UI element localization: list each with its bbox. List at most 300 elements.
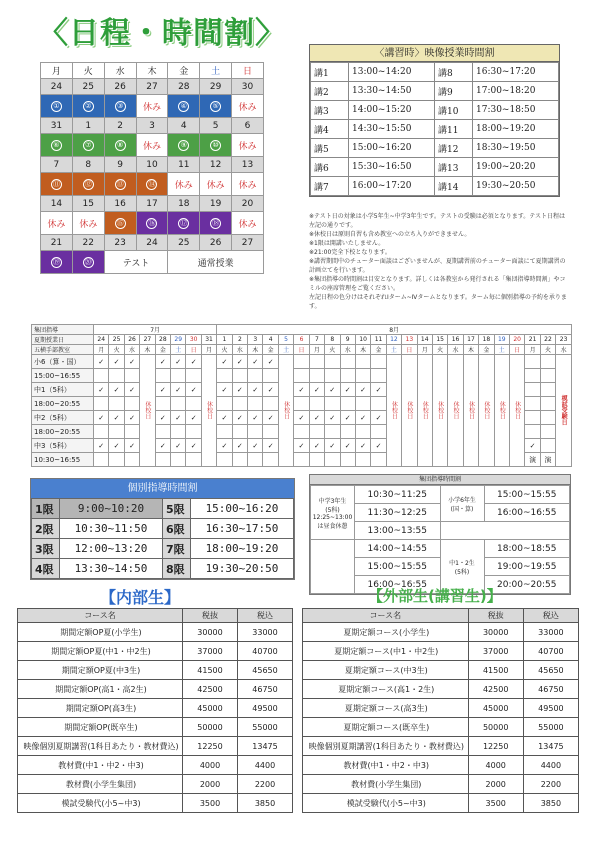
schedule-cell bbox=[525, 369, 540, 383]
rest-label: 休み bbox=[238, 180, 257, 191]
schedule-weekday: 水 bbox=[232, 345, 247, 355]
schedule-cell bbox=[171, 369, 186, 383]
session-number: テスト bbox=[122, 258, 150, 269]
group-time: 16:00~16:55 bbox=[355, 576, 441, 594]
calendar-date: 31 bbox=[41, 118, 73, 134]
course-name: 期間定額OP(高1・高2生) bbox=[18, 680, 183, 699]
closed-day bbox=[479, 355, 494, 467]
calendar-cell bbox=[104, 95, 136, 118]
calendar-cell bbox=[72, 251, 104, 274]
course-name: 教材費(中1・中2・中3) bbox=[303, 756, 469, 775]
period-label: 8限 bbox=[163, 559, 191, 579]
schedule-date: 19 bbox=[494, 335, 509, 345]
schedule-date: 21 bbox=[525, 335, 540, 345]
weekday-header: 木 bbox=[136, 63, 168, 79]
price-incl-tax: 49500 bbox=[238, 699, 293, 718]
lecture-label: 講3 bbox=[311, 101, 349, 120]
schedule-cell: ✓ bbox=[171, 383, 186, 397]
special-mark: 演 bbox=[529, 455, 537, 464]
closed-day bbox=[386, 355, 401, 467]
schedule-weekday: 日 bbox=[402, 345, 417, 355]
period-time: 16:30~17:50 bbox=[191, 519, 294, 539]
course-name: 模試受験代(小5~中3) bbox=[18, 794, 183, 813]
lecture-label: 講7 bbox=[311, 177, 349, 196]
calendar-cell bbox=[41, 251, 73, 274]
group-time: 15:00~15:55 bbox=[484, 486, 570, 504]
closed-day bbox=[432, 355, 447, 467]
weekday-header: 水 bbox=[104, 63, 136, 79]
schedule-cell bbox=[263, 397, 278, 411]
closed-day-label: 休校日 bbox=[405, 400, 413, 419]
schedule-cell bbox=[525, 355, 540, 369]
course-name: 教材費(小学生集団) bbox=[303, 775, 469, 794]
schedule-cell bbox=[371, 355, 386, 369]
schedule-date: 7 bbox=[309, 335, 324, 345]
closed-day bbox=[494, 355, 509, 467]
schedule-weekday: 火 bbox=[540, 345, 555, 355]
price-incl-tax: 40700 bbox=[523, 642, 578, 661]
schedule-date: 30 bbox=[186, 335, 201, 345]
schedule-date: 16 bbox=[448, 335, 463, 345]
lecture-label: 講12 bbox=[435, 139, 473, 158]
outer-price-table bbox=[302, 608, 579, 813]
price-excl-tax: 4000 bbox=[183, 756, 238, 775]
schedule-cell: ✓ bbox=[109, 411, 124, 425]
schedule-cell bbox=[217, 369, 232, 383]
schedule-cell bbox=[355, 369, 370, 383]
schedule-cell: ✓ bbox=[263, 411, 278, 425]
schedule-cell bbox=[540, 425, 555, 439]
price-column-header: コース名 bbox=[303, 609, 469, 623]
calendar-cell bbox=[200, 134, 232, 157]
course-name: 期間定額OP夏(中1・中2生) bbox=[18, 642, 183, 661]
session-number: ⑨ bbox=[178, 140, 189, 151]
schedule-row-time: 15:00~16:55 bbox=[32, 369, 94, 383]
lecture-time: 14:30~15:50 bbox=[349, 120, 435, 139]
schedule-cell bbox=[371, 453, 386, 467]
session-number: ⑪ bbox=[52, 179, 60, 188]
group-time: 18:00~18:55 bbox=[484, 540, 570, 558]
session-number: ⑳ bbox=[84, 257, 92, 266]
schedule-cell bbox=[232, 425, 247, 439]
schedule-date: 25 bbox=[109, 335, 124, 345]
group-label-j3 bbox=[311, 486, 355, 540]
note-line: 左記日程の色分けはそれぞれⅠターム~Ⅳタームとなります。ターム毎に個別指導の予約を承ります。 bbox=[309, 294, 567, 310]
schedule-cell: ✓ bbox=[263, 355, 278, 369]
schedule-cell bbox=[340, 453, 355, 467]
calendar-cell bbox=[200, 212, 232, 235]
calendar-cell bbox=[72, 173, 104, 196]
schedule-cell bbox=[525, 425, 540, 439]
calendar-cell bbox=[136, 212, 168, 235]
weekday-header: 土 bbox=[200, 63, 232, 79]
schedule-weekday: 木 bbox=[140, 345, 155, 355]
schedule-cell bbox=[186, 397, 201, 411]
schedule-row-label: 中3（5科） bbox=[32, 439, 94, 453]
course-name: 期間定額OP夏(中3生) bbox=[18, 661, 183, 680]
inner-price-table bbox=[17, 608, 293, 813]
schedule-weekday: 土 bbox=[278, 345, 293, 355]
schedule-cell: ✓ bbox=[94, 411, 109, 425]
price-incl-tax: 46750 bbox=[238, 680, 293, 699]
course-name: 夏期定額コース(高1・2生) bbox=[303, 680, 469, 699]
schedule-cell: ✓ bbox=[340, 411, 355, 425]
calendar-date: 24 bbox=[41, 79, 73, 95]
lecture-label: 講13 bbox=[435, 158, 473, 177]
schedule-cell bbox=[540, 397, 555, 411]
schedule-date: 31 bbox=[201, 335, 216, 345]
note-line: ※休校日は原則自習も含め教室への立ち入りができません。 bbox=[309, 231, 471, 238]
schedule-date: 23 bbox=[556, 335, 572, 345]
price-incl-tax: 13475 bbox=[523, 737, 578, 756]
note-line: ※テスト日の対象は小学5年生~中学3年生です。テストの受験は必須となります。テスト日程は左記の通りです。 bbox=[309, 213, 566, 229]
schedule-cell: ✓ bbox=[171, 439, 186, 453]
price-excl-tax: 4000 bbox=[468, 756, 523, 775]
weekday-header: 金 bbox=[168, 63, 200, 79]
mock-exam-day bbox=[556, 355, 572, 467]
weekday-header: 日 bbox=[232, 63, 264, 79]
schedule-cell: ✓ bbox=[217, 355, 232, 369]
schedule-cell bbox=[371, 397, 386, 411]
schedule-weekday: 金 bbox=[155, 345, 170, 355]
calendar bbox=[40, 62, 264, 274]
schedule-cell bbox=[309, 425, 324, 439]
schedule-cell: ✓ bbox=[340, 383, 355, 397]
calendar-date: 17 bbox=[136, 196, 168, 212]
schedule-row-label: 中1（5科） bbox=[32, 383, 94, 397]
schedule-cell: ✓ bbox=[248, 383, 263, 397]
calendar-date: 27 bbox=[136, 79, 168, 95]
schedule-date: 15 bbox=[432, 335, 447, 345]
schedule-cell: ✓ bbox=[248, 355, 263, 369]
schedule-cell bbox=[325, 425, 340, 439]
schedule-cell bbox=[525, 397, 540, 411]
schedule-cell bbox=[325, 369, 340, 383]
calendar-cell bbox=[232, 173, 264, 196]
course-name: 教材費(小学生集団) bbox=[18, 775, 183, 794]
price-incl-tax: 55000 bbox=[238, 718, 293, 737]
price-incl-tax: 3850 bbox=[238, 794, 293, 813]
schedule-cell: ✓ bbox=[294, 411, 309, 425]
individual-period-table bbox=[30, 478, 295, 580]
period-time: 10:30~11:50 bbox=[60, 519, 163, 539]
lecture-time: 19:00~20:20 bbox=[473, 158, 559, 177]
schedule-date: 6 bbox=[294, 335, 309, 345]
price-excl-tax: 42500 bbox=[468, 680, 523, 699]
course-name: 夏期定額コース(中1・中2生) bbox=[303, 642, 469, 661]
schedule-weekday: 金 bbox=[263, 345, 278, 355]
calendar-date: 16 bbox=[104, 196, 136, 212]
price-excl-tax: 41500 bbox=[468, 661, 523, 680]
group-time: 20:00~20:55 bbox=[484, 576, 570, 594]
schedule-week-label: 五横手部教室 bbox=[32, 345, 94, 355]
price-incl-tax: 45650 bbox=[238, 661, 293, 680]
price-excl-tax: 30000 bbox=[183, 623, 238, 642]
course-name: 夏期定額コース(高3生) bbox=[303, 699, 469, 718]
schedule-cell bbox=[109, 425, 124, 439]
schedule-cell bbox=[248, 369, 263, 383]
session-number: 通常授業 bbox=[197, 258, 234, 269]
mock-exam-label: 模試受験日 bbox=[560, 394, 568, 425]
weekday-header: 火 bbox=[72, 63, 104, 79]
schedule-cell bbox=[109, 369, 124, 383]
price-column-header: 税抜 bbox=[468, 609, 523, 623]
group-time: 13:00~13:55 bbox=[355, 522, 441, 540]
period-label: 7限 bbox=[163, 539, 191, 559]
lecture-timetable-title: 〈講習時〉映像授業時間割 bbox=[310, 45, 559, 62]
session-number: ⑱ bbox=[212, 218, 220, 227]
schedule-cell bbox=[232, 369, 247, 383]
price-column-header: 税抜 bbox=[183, 609, 238, 623]
schedule-cell: ✓ bbox=[109, 355, 124, 369]
price-excl-tax: 3500 bbox=[183, 794, 238, 813]
schedule-cell: ✓ bbox=[309, 383, 324, 397]
calendar-date: 14 bbox=[41, 196, 73, 212]
schedule-cell bbox=[355, 355, 370, 369]
price-excl-tax: 3500 bbox=[468, 794, 523, 813]
calendar-cell bbox=[232, 134, 264, 157]
schedule-cell: ✓ bbox=[325, 411, 340, 425]
closed-day bbox=[417, 355, 432, 467]
group-label-e6-sub: (国・算) bbox=[450, 505, 474, 513]
calendar-date: 15 bbox=[72, 196, 104, 212]
schedule-weekday: 水 bbox=[124, 345, 139, 355]
schedule-date: 14 bbox=[417, 335, 432, 345]
schedule-date: 24 bbox=[94, 335, 109, 345]
schedule-cell: ✓ bbox=[94, 355, 109, 369]
closed-day-label: 休校日 bbox=[436, 400, 444, 419]
course-name: 期間定額OP夏(小学生) bbox=[18, 623, 183, 642]
price-incl-tax: 4400 bbox=[238, 756, 293, 775]
schedule-date: 18 bbox=[479, 335, 494, 345]
calendar-cell bbox=[41, 95, 73, 118]
session-number: ③ bbox=[115, 101, 126, 112]
schedule-cell: ✓ bbox=[155, 411, 170, 425]
schedule-cell bbox=[309, 397, 324, 411]
schedule-cell bbox=[309, 355, 324, 369]
session-number: ⑥ bbox=[51, 140, 62, 151]
calendar-cell bbox=[104, 134, 136, 157]
schedule-cell: ✓ bbox=[371, 439, 386, 453]
period-label: 3限 bbox=[32, 539, 60, 559]
lecture-label: 講9 bbox=[435, 82, 473, 101]
schedule-date: 10 bbox=[355, 335, 370, 345]
calendar-cell bbox=[72, 134, 104, 157]
group-label-j12-name: 中1・2生 bbox=[449, 559, 475, 567]
schedule-cell: ✓ bbox=[371, 383, 386, 397]
schedule-cell bbox=[340, 369, 355, 383]
price-incl-tax: 45650 bbox=[523, 661, 578, 680]
price-incl-tax: 33000 bbox=[238, 623, 293, 642]
schedule-cell bbox=[186, 369, 201, 383]
schedule-cell bbox=[263, 453, 278, 467]
schedule-date: 5 bbox=[278, 335, 293, 345]
closed-day-label: 休校日 bbox=[143, 400, 151, 419]
schedule-weekday: 土 bbox=[171, 345, 186, 355]
group-time: 10:30~11:25 bbox=[355, 486, 441, 504]
calendar-date: 21 bbox=[41, 235, 73, 251]
rest-label: 休み bbox=[142, 141, 161, 152]
schedule-cell: ✓ bbox=[217, 411, 232, 425]
calendar-date: 23 bbox=[104, 235, 136, 251]
rest-label: 休み bbox=[238, 102, 257, 113]
schedule-cell bbox=[155, 453, 170, 467]
calendar-cell bbox=[136, 134, 168, 157]
session-number: ⑮ bbox=[116, 218, 124, 227]
schedule-cell bbox=[109, 397, 124, 411]
schedule-cell: ✓ bbox=[186, 355, 201, 369]
price-excl-tax: 42500 bbox=[183, 680, 238, 699]
schedule-cell bbox=[155, 397, 170, 411]
course-name: 期間定額OP(高3生) bbox=[18, 699, 183, 718]
price-column-header: 税込 bbox=[238, 609, 293, 623]
rest-label: 休み bbox=[206, 180, 225, 191]
schedule-month-july: 7月 bbox=[94, 325, 217, 335]
schedule-cell: ✓ bbox=[309, 411, 324, 425]
schedule-cell bbox=[248, 425, 263, 439]
schedule-cell bbox=[294, 453, 309, 467]
period-time: 12:00~13:20 bbox=[60, 539, 163, 559]
calendar-date: 18 bbox=[168, 196, 200, 212]
schedule-cell bbox=[540, 453, 555, 467]
schedule-cell bbox=[94, 369, 109, 383]
session-number: ⑦ bbox=[83, 140, 94, 151]
schedule-cell: ✓ bbox=[263, 383, 278, 397]
session-number: ⑬ bbox=[116, 179, 124, 188]
lecture-time: 13:00~14:20 bbox=[349, 63, 435, 82]
schedule-cell bbox=[540, 439, 555, 453]
schedule-cell bbox=[124, 397, 139, 411]
calendar-date: 1 bbox=[72, 118, 104, 134]
schedule-cell bbox=[94, 425, 109, 439]
group-time: 14:00~14:55 bbox=[355, 540, 441, 558]
lecture-label: 講6 bbox=[311, 158, 349, 177]
price-incl-tax: 49500 bbox=[523, 699, 578, 718]
calendar-cell bbox=[168, 212, 200, 235]
page-title: 〈日程・時間割〉 bbox=[38, 16, 286, 51]
calendar-date: 25 bbox=[72, 79, 104, 95]
schedule-row-time: 10:30~16:55 bbox=[32, 453, 94, 467]
schedule-cell bbox=[248, 453, 263, 467]
schedule-weekday: 月 bbox=[309, 345, 324, 355]
price-incl-tax: 46750 bbox=[523, 680, 578, 699]
closed-day-label: 休校日 bbox=[421, 400, 429, 419]
schedule-date: 28 bbox=[155, 335, 170, 345]
calendar-date: 27 bbox=[232, 235, 264, 251]
calendar-cell bbox=[200, 173, 232, 196]
schedule-weekday: 火 bbox=[325, 345, 340, 355]
calendar-cell bbox=[168, 173, 200, 196]
closed-day-label: 休校日 bbox=[467, 400, 475, 419]
schedule-weekday: 木 bbox=[463, 345, 478, 355]
schedule-date: 22 bbox=[540, 335, 555, 345]
schedule-cell bbox=[186, 425, 201, 439]
closed-day-label: 休校日 bbox=[482, 400, 490, 419]
schedule-cell bbox=[325, 397, 340, 411]
price-incl-tax: 3850 bbox=[523, 794, 578, 813]
schedule-cell bbox=[294, 355, 309, 369]
schedule-cell bbox=[355, 453, 370, 467]
schedule-weekday: 木 bbox=[248, 345, 263, 355]
schedule-cell: ✓ bbox=[186, 383, 201, 397]
schedule-cell bbox=[94, 397, 109, 411]
lecture-timetable bbox=[309, 44, 560, 197]
schedule-cell bbox=[155, 369, 170, 383]
schedule-cell: ✓ bbox=[155, 439, 170, 453]
group-time: 19:00~19:55 bbox=[484, 558, 570, 576]
period-time: 18:00~19:20 bbox=[191, 539, 294, 559]
note-line: ※1限は開講いたしません。 bbox=[309, 240, 385, 247]
period-time: 19:30~20:50 bbox=[191, 559, 294, 579]
calendar-date: 20 bbox=[232, 196, 264, 212]
calendar-date: 26 bbox=[104, 79, 136, 95]
schedule-cell bbox=[340, 425, 355, 439]
calendar-date: 24 bbox=[136, 235, 168, 251]
lecture-label: 講10 bbox=[435, 101, 473, 120]
schedule-cell: ✓ bbox=[325, 439, 340, 453]
schedule-date: 11 bbox=[371, 335, 386, 345]
schedule-cell: ✓ bbox=[294, 439, 309, 453]
course-name: 夏期定額コース(既卒生) bbox=[303, 718, 469, 737]
rest-label: 休み bbox=[142, 102, 161, 113]
schedule-weekday: 月 bbox=[417, 345, 432, 355]
session-number: ⑰ bbox=[180, 218, 188, 227]
schedule-date: 3 bbox=[248, 335, 263, 345]
schedule-cell: ✓ bbox=[340, 439, 355, 453]
schedule-cell: ✓ bbox=[294, 383, 309, 397]
period-label: 2限 bbox=[32, 519, 60, 539]
schedule-cell: ✓ bbox=[124, 439, 139, 453]
lecture-time: 16:30~17:20 bbox=[473, 63, 559, 82]
period-label: 6限 bbox=[163, 519, 191, 539]
price-excl-tax: 2000 bbox=[468, 775, 523, 794]
outer-students-header: 【外部生(講習生)】 bbox=[368, 587, 502, 605]
price-column-header: 税込 bbox=[523, 609, 578, 623]
calendar-cell bbox=[136, 95, 168, 118]
inner-students-header: 【内部生】 bbox=[100, 588, 181, 607]
schedule-cell bbox=[232, 397, 247, 411]
special-mark: 演 bbox=[544, 455, 552, 464]
schedule-day-label: 夏期授業日 bbox=[32, 335, 94, 345]
price-incl-tax: 33000 bbox=[523, 623, 578, 642]
calendar-date: 25 bbox=[168, 235, 200, 251]
price-excl-tax: 50000 bbox=[468, 718, 523, 737]
group-blank bbox=[440, 522, 570, 540]
period-time: 15:00~16:20 bbox=[191, 499, 294, 519]
schedule-cell bbox=[124, 453, 139, 467]
schedule-cell: ✓ bbox=[155, 383, 170, 397]
price-excl-tax: 45000 bbox=[183, 699, 238, 718]
schedule-cell bbox=[263, 369, 278, 383]
weekday-header: 月 bbox=[41, 63, 73, 79]
calendar-cell bbox=[41, 134, 73, 157]
schedule-cell: ✓ bbox=[124, 383, 139, 397]
note-line: ※21:00完全下校となります。 bbox=[309, 249, 391, 256]
calendar-date: 29 bbox=[200, 79, 232, 95]
schedule-cell bbox=[171, 425, 186, 439]
session-number: ⑲ bbox=[52, 257, 60, 266]
schedule-weekday: 日 bbox=[294, 345, 309, 355]
individual-period-title: 個別指導時間割 bbox=[31, 479, 294, 498]
group-label-e6-name: 小学6年生 bbox=[448, 496, 476, 504]
session-number: ⑫ bbox=[84, 179, 92, 188]
group-label-e6 bbox=[440, 486, 484, 522]
schedule-cell: ✓ bbox=[248, 411, 263, 425]
schedule-cell bbox=[540, 383, 555, 397]
price-excl-tax: 41500 bbox=[183, 661, 238, 680]
schedule-cell: ✓ bbox=[232, 383, 247, 397]
calendar-date: 11 bbox=[168, 157, 200, 173]
